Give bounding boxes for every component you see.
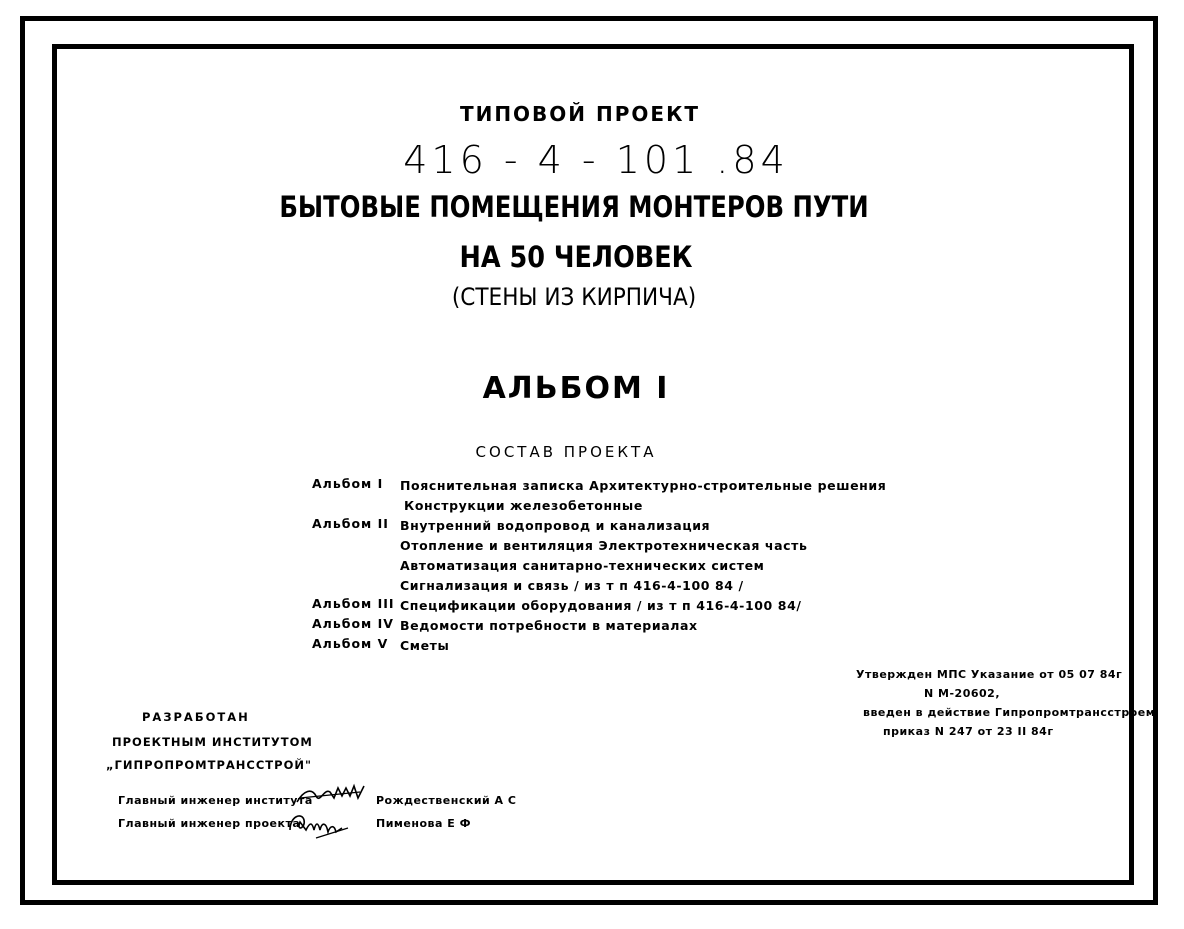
album-item: Сметы — [400, 638, 450, 653]
signature-mark — [286, 808, 352, 842]
album-row — [312, 596, 886, 616]
album-name: Альбом III — [312, 596, 395, 611]
album-row — [312, 516, 886, 596]
album-name: Альбом II — [312, 516, 389, 531]
album-item: Автоматизация санитарно-технических систем — [400, 558, 765, 573]
developer-heading: РАЗРАБОТАН — [142, 710, 250, 724]
project-number: 416 - 4 - 101 .84 — [403, 138, 789, 182]
composition-title: СОСТАВ ПРОЕКТА — [475, 443, 657, 461]
album-item: Конструкции железобетонные — [404, 498, 643, 513]
signatory-name: Пименова Е Ф — [376, 817, 471, 830]
approval-line-3: введен в действие Гипропромтрансстроем — [863, 706, 1156, 719]
album-item: Ведомости потребности в материалах — [400, 618, 698, 633]
album-row — [312, 476, 886, 516]
approval-line-4: приказ N 247 от 23 II 84г — [883, 725, 1054, 738]
album-heading: АЛЬБОМ I — [482, 371, 670, 406]
album-item: Отопление и вентиляция Электротехническая часть — [400, 538, 808, 553]
project-series-label: ТИПОВОЙ ПРОЕКТ — [459, 102, 701, 126]
album-name: Альбом I — [312, 476, 384, 491]
signatory-name: Рождественский А С — [376, 794, 517, 807]
album-item: Внутренний водопровод и канализация — [400, 518, 711, 533]
project-title: БЫТОВЫЕ ПОМЕЩЕНИЯ МОНТЕРОВ ПУТИ — [279, 190, 869, 224]
album-item: Спецификации оборудования / из т п 416-4-100 84/ — [400, 598, 802, 613]
album-item: Пояснительная записка Архитектурно-строительные решения — [400, 478, 887, 493]
project-wall-type: (СТЕНЫ ИЗ КИРПИЧА) — [451, 283, 697, 311]
composition-list — [312, 476, 886, 656]
developer-name: „ГИПРОПРОМТРАНССТРОЙ" — [106, 758, 312, 772]
album-row — [312, 616, 886, 636]
album-name: Альбом IV — [312, 616, 394, 631]
project-capacity: НА 50 ЧЕЛОВЕК — [459, 240, 693, 274]
signature-role: Главный инженер института — [118, 794, 313, 807]
approval-line-1: Утвержден МПС Указание от 05 07 84г — [856, 668, 1123, 681]
album-item: Сигнализация и связь / из т п 416-4-100 84 / — [400, 578, 744, 593]
album-row — [312, 636, 886, 656]
signature-role: Главный инженер проекта — [118, 817, 301, 830]
developer-institute: ПРОЕКТНЫМ ИНСТИТУТОМ — [112, 735, 313, 749]
album-name: Альбом V — [312, 636, 389, 651]
approval-line-2: N М-20602, — [924, 687, 1000, 700]
